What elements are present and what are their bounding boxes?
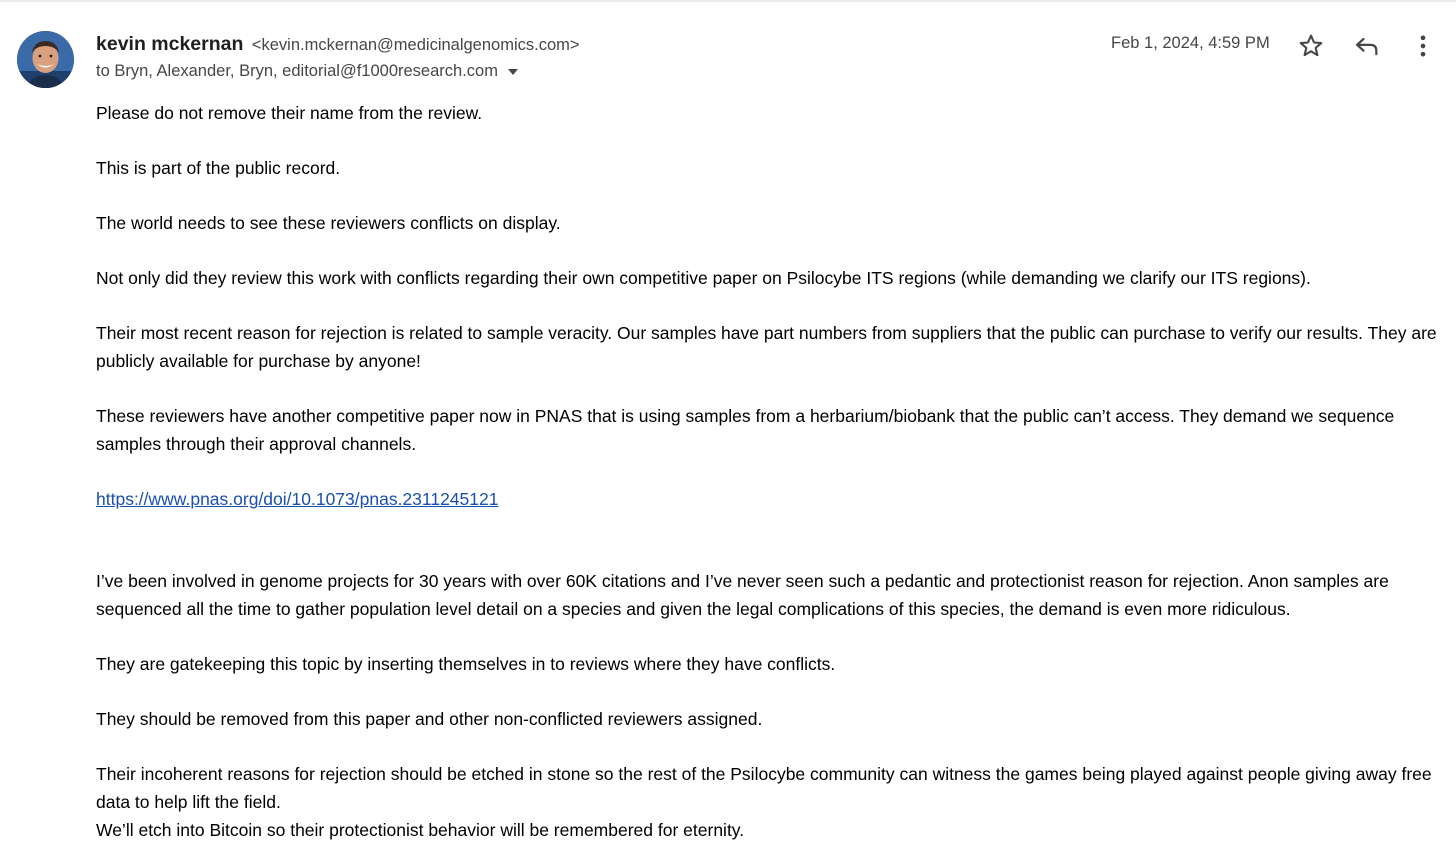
- top-divider: [0, 0, 1456, 2]
- body-paragraph: The world needs to see these reviewers conflicts on display.: [96, 213, 561, 233]
- sender: [96, 33, 580, 56]
- body-paragraph: Please do not remove their name from the review.: [96, 103, 483, 123]
- body-paragraph: This is part of the public record.: [96, 158, 341, 178]
- spacer: [96, 540, 1446, 567]
- body-paragraph: They are gatekeeping this topic by inserting themselves in to reviews where they have conflicts.: [96, 654, 836, 674]
- chevron-down-icon[interactable]: [506, 65, 520, 79]
- message-body: [96, 99, 1446, 844]
- body-link-paragraph: [96, 485, 1446, 513]
- pnas-link[interactable]: https://www.pnas.org/doi/10.1073/pnas.2311245121: [96, 489, 499, 509]
- sender-name[interactable]: kevin mckernan: [96, 33, 244, 55]
- star-icon[interactable]: [1297, 32, 1325, 60]
- body-paragraph: We’ll etch into Bitcoin so their protectionist behavior will be remembered for eternity.: [96, 820, 745, 840]
- body-paragraph: These reviewers have another competitive paper now in PNAS that is using samples from a herbarium/biobank that the public can’t access. They demand we sequence samples through their approval channels.: [96, 406, 1395, 454]
- body-paragraph: I’ve been involved in genome projects for 30 years with over 60K citations and I’ve never seen such a pedantic and protectionist reason for rejection. Anon samples are sequenced all the time to gather population level detail on a species and given the legal complications of this species, the demand is even more ridiculous.: [96, 571, 1389, 619]
- message-date: Feb 1, 2024, 4:59 PM: [1111, 34, 1270, 52]
- recipients-label: to Bryn, Alexander, Bryn, editorial@f1000research.com: [96, 62, 498, 80]
- body-paragraph: They should be removed from this paper and other non-conflicted reviewers assigned.: [96, 709, 763, 729]
- body-paragraph: Their most recent reason for rejection is related to sample veracity. Our samples have part numbers from suppliers that the public can purchase to verify our results. They are publicly available for purchase by anyone!: [96, 323, 1437, 371]
- sender-email: <kevin.mckernan@medicinalgenomics.com>: [251, 36, 580, 54]
- avatar-photo: [17, 31, 74, 88]
- body-paragraph: Their incoherent reasons for rejection should be etched in stone so the rest of the Psilocybe community can witness the games being played against people giving away free data to help lift the field.: [96, 764, 1432, 812]
- recipients: [96, 62, 520, 81]
- more-vert-icon[interactable]: [1409, 32, 1437, 60]
- body-paragraph: Not only did they review this work with conflicts regarding their own competitive paper on Psilocybe ITS regions (while demanding we clarify our ITS regions).: [96, 268, 1311, 288]
- reply-icon[interactable]: [1353, 32, 1381, 60]
- avatar[interactable]: [17, 31, 74, 88]
